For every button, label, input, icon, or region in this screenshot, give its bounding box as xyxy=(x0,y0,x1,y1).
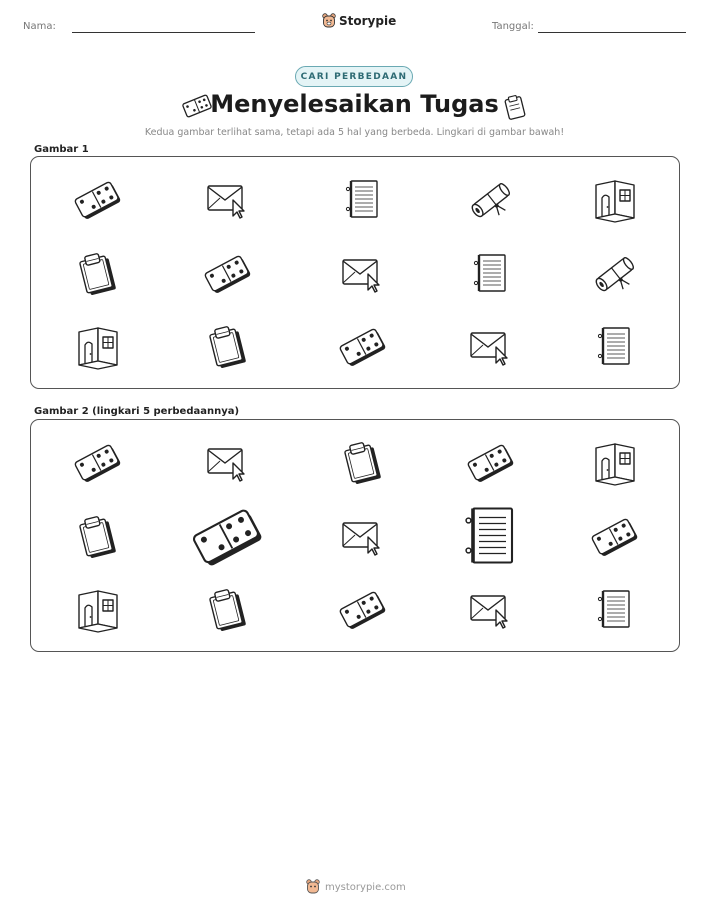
picture-1-panel xyxy=(30,156,680,389)
envelope-icon xyxy=(467,327,515,371)
envelope-icon[interactable] xyxy=(204,443,252,487)
name-field[interactable] xyxy=(72,32,255,33)
clipboard-icon xyxy=(75,250,121,302)
scroll-icon xyxy=(590,249,640,303)
room-icon[interactable] xyxy=(73,586,123,638)
bear-icon xyxy=(306,879,320,895)
envelope-icon[interactable] xyxy=(467,590,515,634)
bear-icon xyxy=(322,13,336,29)
notepad-icon[interactable] xyxy=(595,587,635,637)
name-label: Nama: xyxy=(23,21,56,32)
notepad-icon xyxy=(595,324,635,374)
clipboard-icon xyxy=(205,323,251,375)
domino-icon[interactable] xyxy=(188,504,269,574)
domino-icon[interactable] xyxy=(588,515,642,563)
envelope-icon[interactable] xyxy=(339,517,387,561)
room-icon xyxy=(73,323,123,375)
domino-icon xyxy=(71,178,125,226)
date-field[interactable] xyxy=(538,32,686,33)
room-icon[interactable] xyxy=(590,439,640,491)
panel-1-label: Gambar 1 xyxy=(34,144,89,155)
domino-icon[interactable] xyxy=(336,588,390,636)
picture-2-panel[interactable] xyxy=(30,419,680,652)
notepad-icon[interactable] xyxy=(461,503,521,576)
clipboard-icon xyxy=(502,93,528,123)
envelope-icon xyxy=(339,254,387,298)
domino-icon[interactable] xyxy=(464,441,518,489)
clipboard-icon[interactable] xyxy=(205,586,251,638)
date-label: Tanggal: xyxy=(492,21,534,32)
footer xyxy=(306,879,406,895)
envelope-icon xyxy=(204,180,252,224)
notepad-icon xyxy=(343,177,383,227)
domino-icon[interactable] xyxy=(71,441,125,489)
clipboard-icon[interactable] xyxy=(340,439,386,491)
storypie-logo xyxy=(322,13,396,29)
domino-icon xyxy=(336,325,390,373)
notepad-icon xyxy=(471,251,511,301)
clipboard-icon[interactable] xyxy=(75,513,121,565)
brand-name: Storypie xyxy=(339,14,397,28)
domino-icon xyxy=(201,252,255,300)
instructions: Kedua gambar terlihat sama, tetapi ada 5 hal yang berbeda. Lingkari di gambar bawah! xyxy=(144,127,565,138)
footer-url: mystorypie.com xyxy=(325,881,406,893)
room-icon xyxy=(590,176,640,228)
panel-2-label: Gambar 2 (lingkari 5 perbedaannya) xyxy=(34,406,240,417)
category-badge: CARI PERBEDAAN xyxy=(295,66,413,87)
scroll-icon xyxy=(466,175,516,229)
page-title: Menyelesaikan Tugas xyxy=(210,90,499,118)
